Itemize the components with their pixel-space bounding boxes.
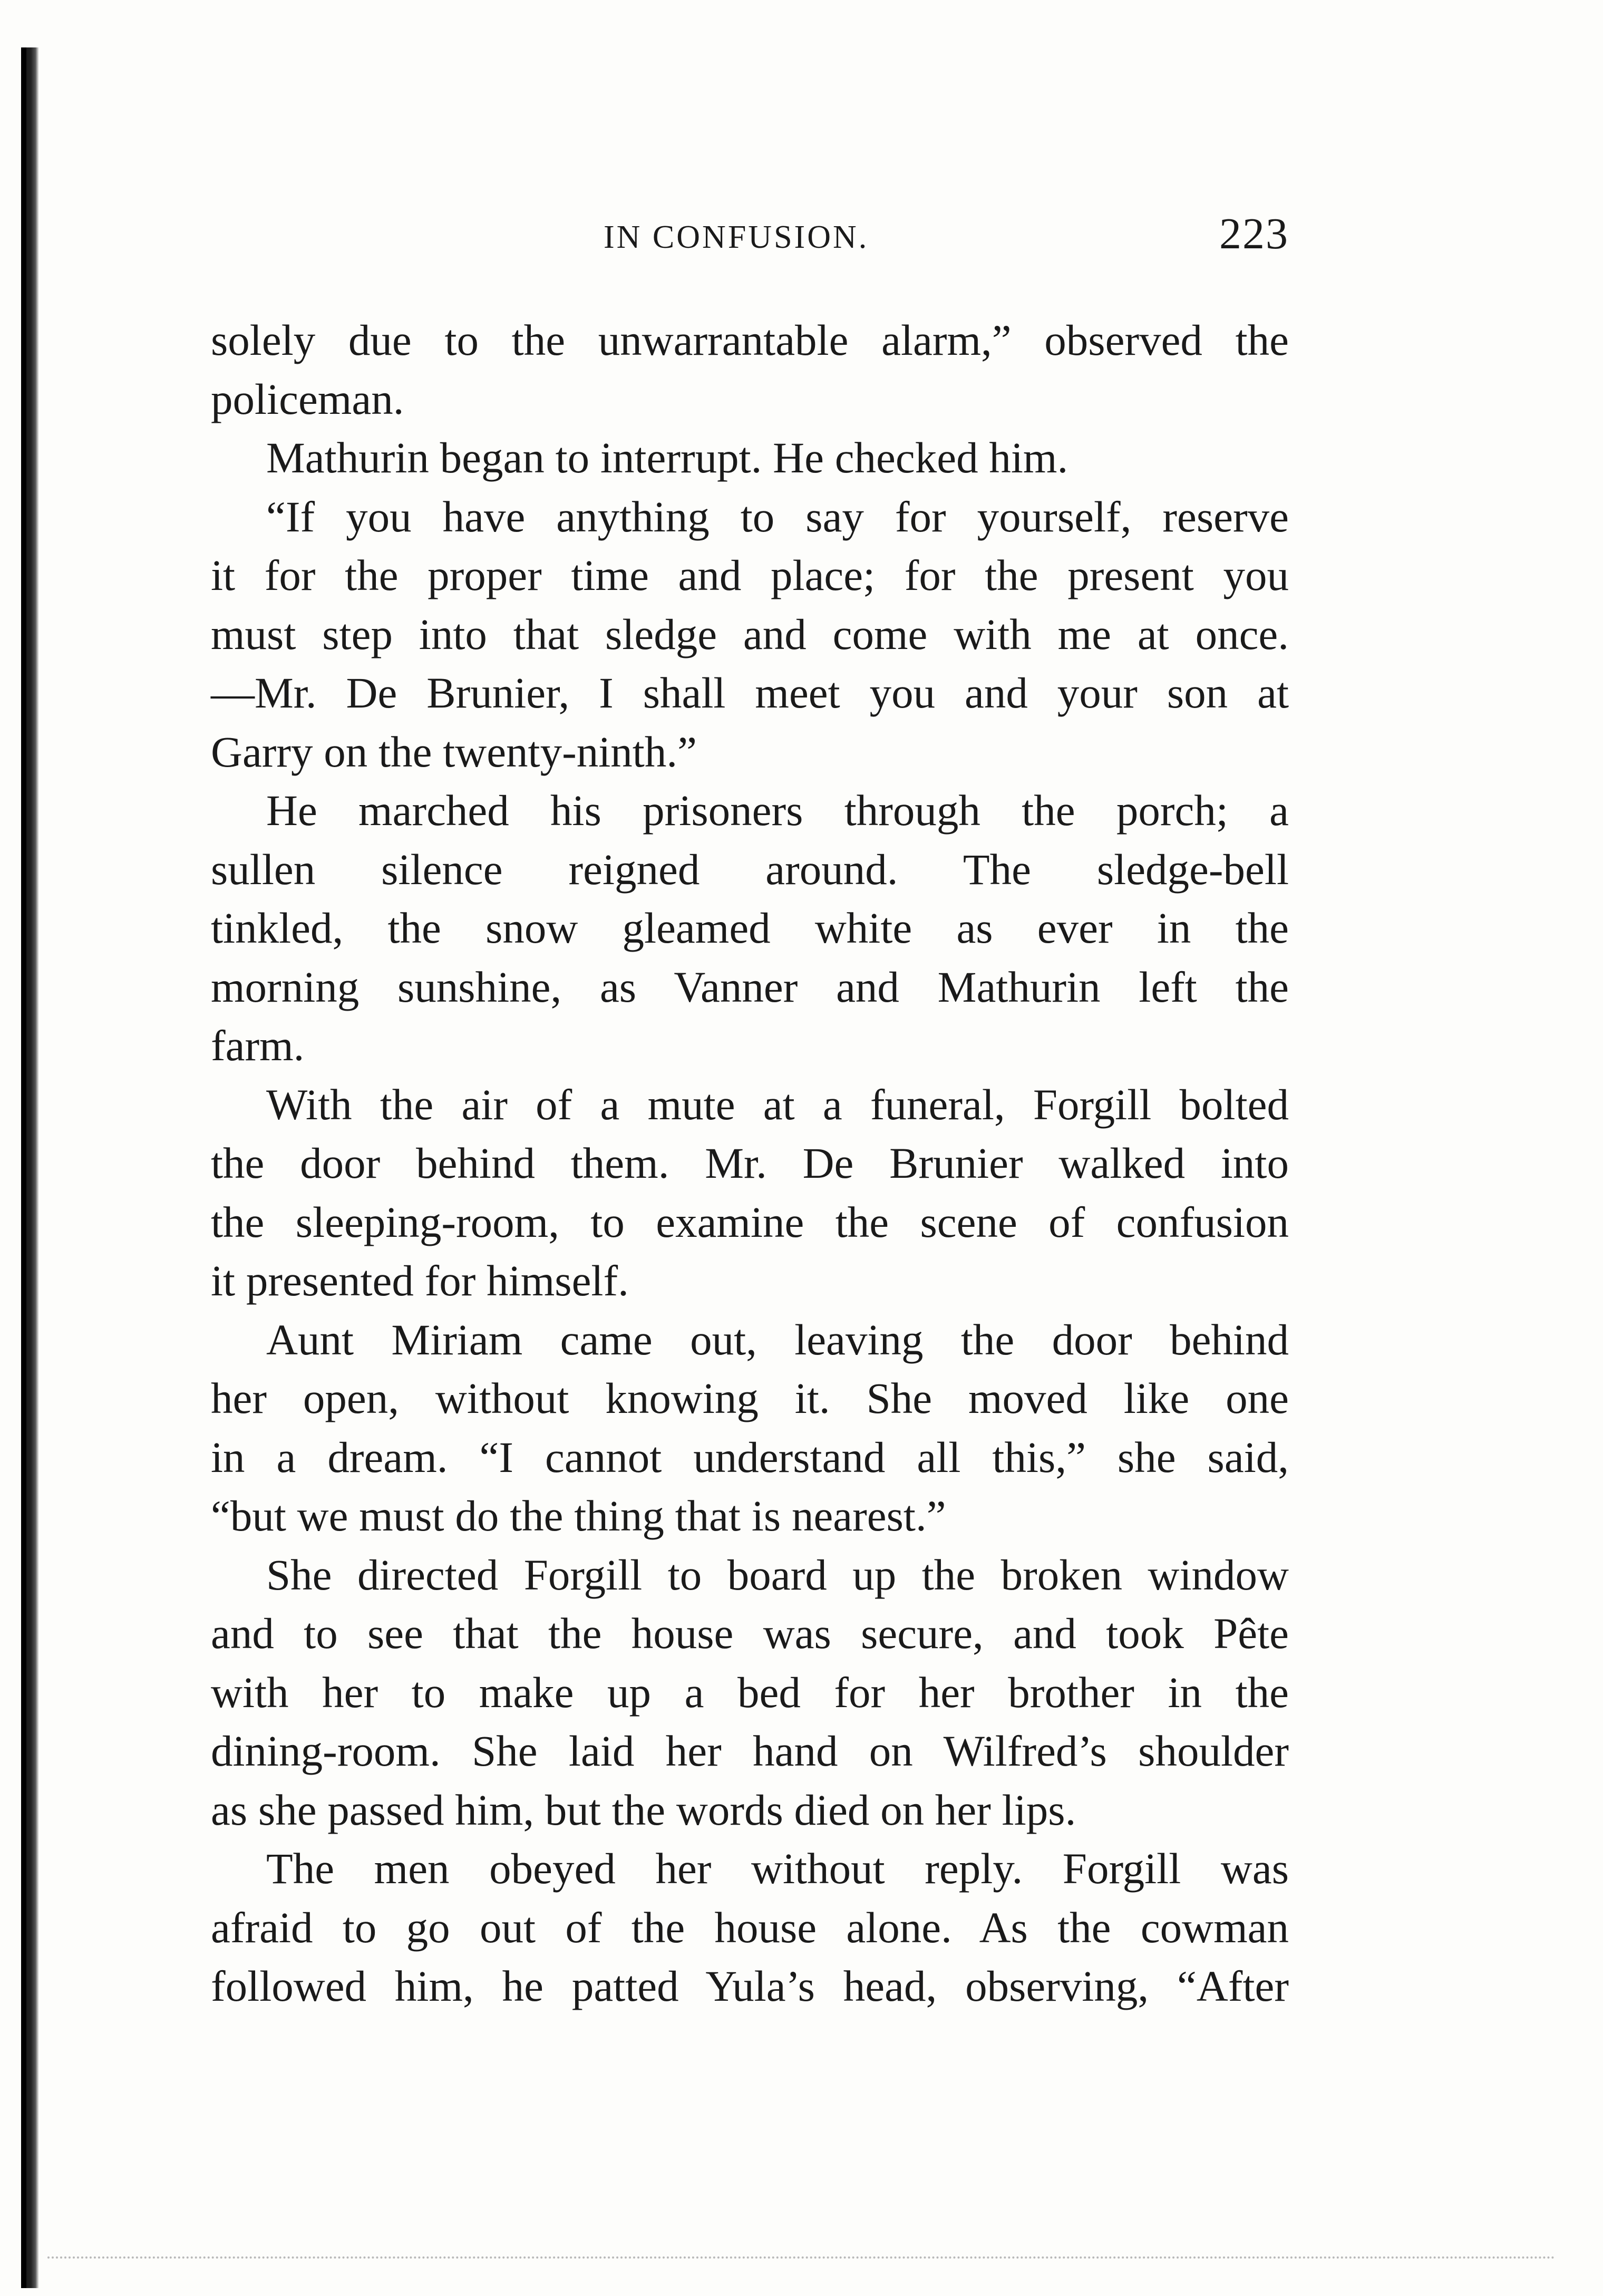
text-line: dining-room. She laid her hand on Wilfred’s shoulder	[211, 1727, 1289, 1775]
text-line: With the air of a mute at a funeral, Forgill bolted	[266, 1080, 1289, 1129]
running-title: IN CONFUSION.	[604, 219, 869, 255]
page-number: 223	[1219, 209, 1289, 258]
text-line: farm.	[211, 1021, 305, 1070]
page-header	[211, 208, 1289, 272]
text-line: The men obeyed her without reply. Forgill was	[266, 1844, 1289, 1893]
text-line: as she passed him, but the words died on her lips.	[211, 1785, 1076, 1834]
text-line: followed him, he patted Yula’s head, observing, “After	[211, 1962, 1289, 2010]
text-line: morning sunshine, as Vanner and Mathurin left the	[211, 962, 1289, 1011]
text-line: Mathurin began to interrupt. He checked him.	[266, 433, 1068, 482]
text-line: afraid to go out of the house alone. As the cowman	[211, 1903, 1289, 1952]
text-line: She directed Forgill to board up the broken window	[266, 1550, 1289, 1599]
text-line: it for the proper time and place; for the present you	[211, 551, 1289, 599]
binding-edge	[21, 47, 39, 2288]
body-text	[211, 311, 1289, 2016]
text-line: “but we must do the thing that is nearest.”	[211, 1491, 946, 1540]
text-line: the sleeping-room, to examine the scene of confusion	[211, 1197, 1289, 1246]
text-line: it presented for himself.	[211, 1256, 629, 1305]
text-line: must step into that sledge and come with me at once.	[211, 609, 1289, 658]
text-line: solely due to the unwarrantable alarm,” observed the	[211, 316, 1289, 364]
text-line: “If you have anything to say for yourself, reserve	[266, 492, 1289, 541]
scan-edge-noise	[47, 2256, 1556, 2262]
text-line: the door behind them. Mr. De Brunier walked into	[211, 1139, 1289, 1187]
text-line: her open, without knowing it. She moved like one	[211, 1374, 1289, 1422]
text-line: He marched his prisoners through the porch; a	[266, 786, 1289, 835]
text-line: sullen silence reigned around. The sledge-bell	[211, 845, 1289, 894]
text-line: with her to make up a bed for her brother in the	[211, 1668, 1289, 1717]
text-line: —Mr. De Brunier, I shall meet you and your son at	[211, 669, 1289, 717]
text-line: Garry on the twenty-ninth.”	[211, 727, 697, 776]
text-line: tinkled, the snow gleamed white as ever in the	[211, 904, 1289, 952]
text-line: in a dream. “I cannot understand all this,” she said,	[211, 1432, 1289, 1481]
text-line: and to see that the house was secure, and took Pête	[211, 1609, 1289, 1658]
text-line: Aunt Miriam came out, leaving the door behind	[266, 1315, 1289, 1364]
text-line: policeman.	[211, 374, 404, 423]
